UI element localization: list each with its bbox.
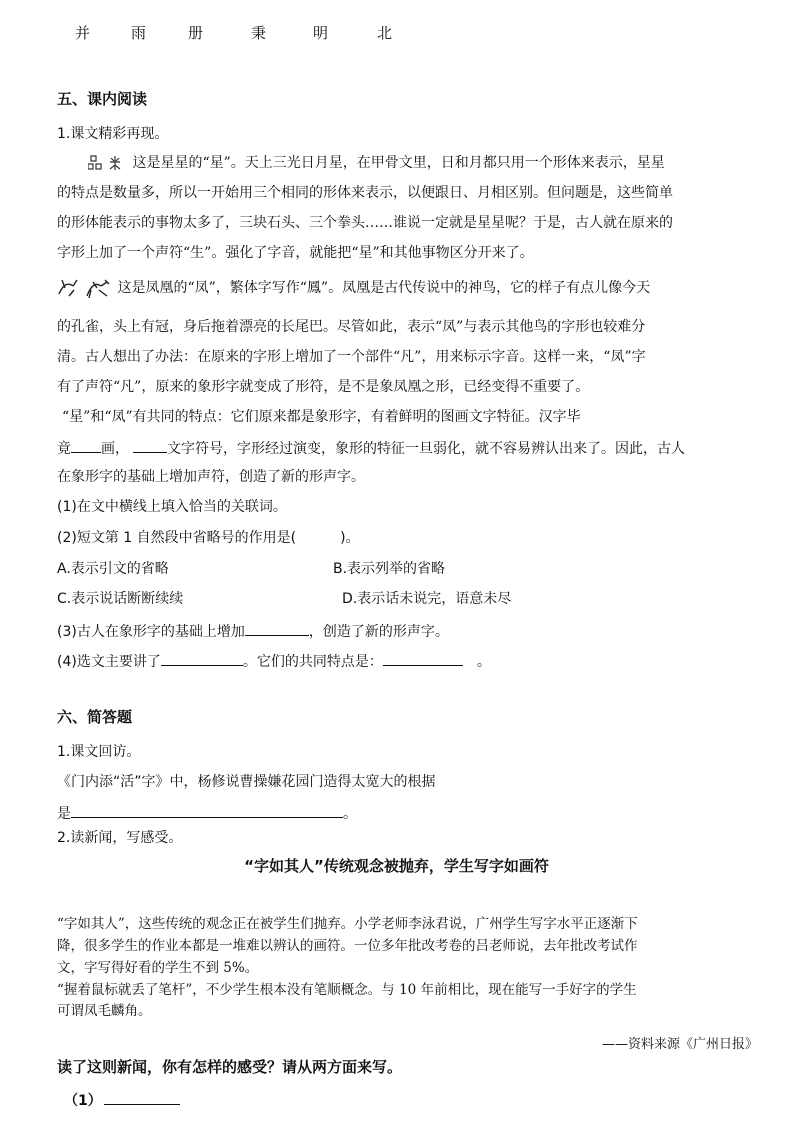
char-item: 并: [75, 24, 91, 42]
news-line: 降，很多学生的作业本都是一堆难以辨认的画符。一位多年批改考卷的吕老师说，去年批改考试作: [57, 938, 638, 954]
option-c: C.表示说话断断续续: [57, 591, 184, 607]
question-text: )。: [340, 530, 360, 546]
question-item: [57, 803, 357, 823]
news-line: “字如其人”，这些传统的观念正在被学生们抛弃。小学老师李泳君说，广州学生写字水平正逐渐下: [57, 916, 638, 932]
option-d: D.表示话未说完，语意未尽: [342, 591, 512, 607]
question-text: ，创造了新的形声字。: [308, 624, 449, 640]
question-text: 。: [343, 806, 357, 822]
question-title: 1.课文回访。: [57, 744, 141, 760]
paragraph-line: 字形上加了一个声符“生”。强化了字音，就能把“星”和其他事物区分开来了。: [57, 245, 534, 261]
question-text: (3)古人在象形字的基础上增加: [57, 624, 245, 640]
question-text: (2)短文第 1 自然段中省略号的作用是(: [57, 530, 297, 546]
answer-label: （1）: [64, 1093, 102, 1109]
news-source: ——资料来源《广州日报》: [601, 1037, 758, 1052]
paragraph-text: 这是星星的“星”。天上三光日月星，在甲骨文里，日和月都只用一个形体来表示，星星: [132, 155, 665, 171]
paragraph-text: 画，: [101, 441, 129, 457]
char-item: 明: [313, 24, 329, 42]
paragraph-line: [57, 438, 685, 458]
news-line: “握着鼠标就丢了笔杆”，不少学生根本没有笔顺概念。与 10 年前相比，现在能写一手好字的学生: [57, 982, 637, 998]
question-text: 是: [57, 806, 71, 822]
paragraph-line: 清。古人想出了办法：在原来的字形上增加了一个部件“凡”，用来标示字音。这样一来，“凤”字: [57, 349, 646, 365]
char-item: 北: [377, 24, 393, 42]
paragraph-line: [57, 276, 650, 300]
paragraph-text: 文字符号，字形经过演变，象形的特征一旦弱化，就不容易辨认出来了。因此，古人: [167, 441, 685, 457]
option-a: A.表示引文的省略: [57, 561, 169, 577]
question-text: 。: [476, 654, 491, 670]
paragraph-line: 的特点是数量多，所以一开始用三个相同的形体来表示，以便跟日、月相区别。但问题是，这些简单: [57, 185, 673, 201]
blank-line[interactable]: [161, 651, 243, 666]
paragraph-line: “星”和“凤”有共同的特点：它们原来都是象形字，有着鲜明的图画文字特征。汉字毕: [62, 409, 581, 425]
blank-line[interactable]: [71, 803, 343, 818]
question-item: 《门内添“活”字》中，杨修说曹操嫌花园门造得太宽大的根据: [57, 774, 436, 790]
option-b: B.表示列举的省略: [333, 561, 446, 577]
paragraph-line: 有了声符“凡”，原来的象形字就变成了形符，是不是象凤凰之形，已经变得不重要了。: [57, 379, 590, 395]
writing-prompt: 读了这则新闻，你有怎样的感受？请从两方面来写。: [57, 1058, 403, 1076]
question-item: [57, 651, 491, 671]
news-title: “字如其人”传统观念被抛弃，学生写字如画符: [244, 857, 549, 875]
paragraph-text: 这是凤凰的“凤”，繁体字写作“鳳”。凤凰是古代传说中的神鸟，它的样子有点儿像今天: [117, 280, 651, 296]
blank-line[interactable]: [133, 438, 167, 453]
question-title: 1.课文精彩再现。: [57, 126, 169, 142]
question-text: 。它们的共同特点是：: [242, 654, 383, 670]
question-text: (4)选文主要讲了: [57, 654, 161, 670]
blank-line[interactable]: [383, 651, 463, 666]
paragraph-line: 的形体能表示的事物太多了，三块石头、三个拳头……谁说一定就是星星呢？于是，古人就在原来的: [57, 215, 673, 231]
blank-line[interactable]: [71, 438, 101, 453]
question-item: [57, 621, 449, 641]
char-item: 册: [188, 24, 204, 42]
question-title: 2.读新闻，写感受。: [57, 830, 183, 846]
news-line: 可谓凤毛麟角。: [57, 1003, 152, 1019]
blank-line[interactable]: [104, 1090, 180, 1105]
question-item: [57, 529, 360, 547]
char-item: 秉: [251, 24, 267, 42]
question-item: (1)在文中横线上填入恰当的关联词。: [57, 499, 287, 515]
section-title: 六、简答题: [57, 708, 133, 726]
paragraph-line: 在象形字的基础上增加声符，创造了新的形声字。: [57, 469, 365, 485]
oracle-star-glyph-icon: [88, 154, 128, 172]
news-line: 文，字写得好看的学生不到 5%。: [57, 960, 259, 976]
answer-item: [64, 1090, 180, 1110]
blank-line[interactable]: [245, 621, 309, 636]
paragraph-line: [88, 154, 665, 172]
paragraph-text: 竟: [57, 441, 71, 457]
paragraph-line: 的孔雀，头上有冠，身后拖着漂亮的长尾巴。尽管如此，表示“凤”与表示其他鸟的字形也较难分: [57, 319, 646, 335]
section-title: 五、课内阅读: [57, 90, 148, 108]
char-item: 雨: [131, 24, 147, 42]
oracle-phoenix-glyph-icon: [57, 276, 113, 300]
